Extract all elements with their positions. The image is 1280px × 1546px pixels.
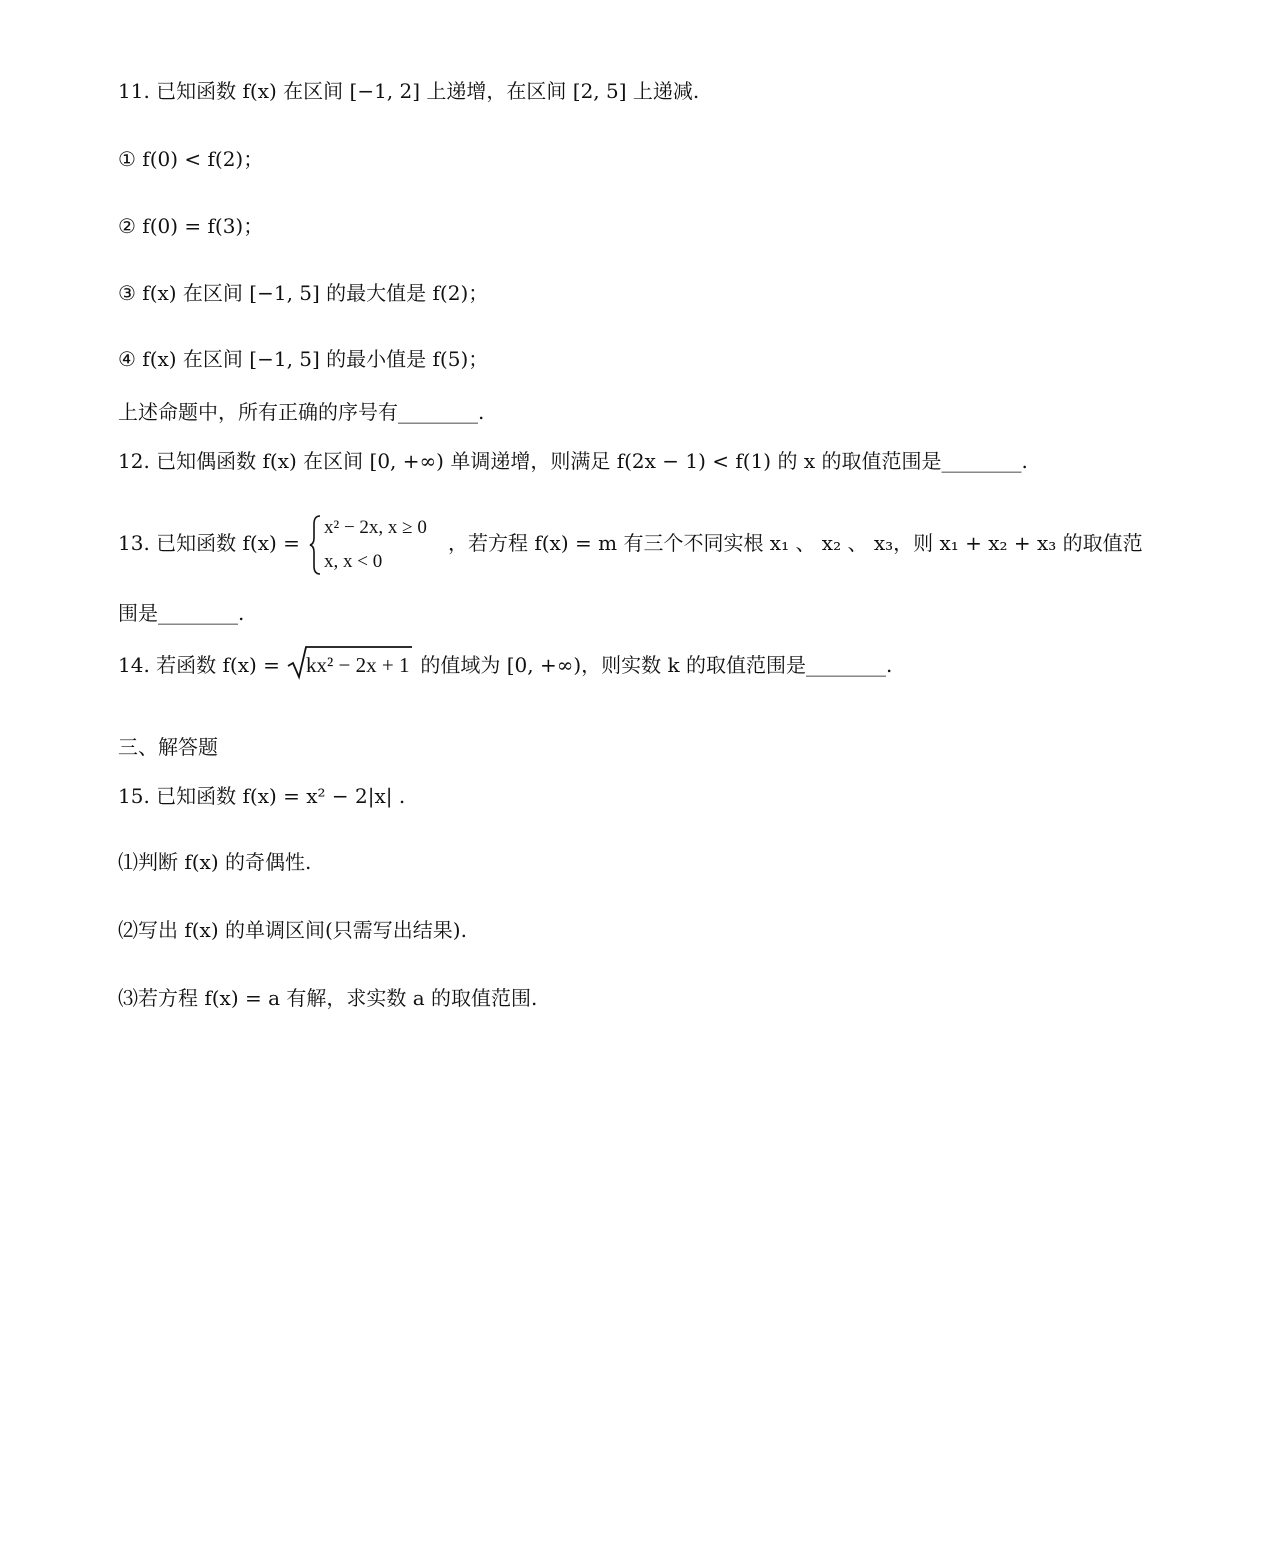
question-15-part-1: ⑴判断 f(x) 的奇偶性. [118, 850, 312, 874]
question-13-continuation: 围是________. [118, 601, 245, 625]
question-15-stem: 15. 已知函数 f(x) = x² − 2|x| . [118, 784, 406, 808]
piecewise-case-2: x, x < 0 [324, 551, 383, 572]
question-11-option-3: ③ f(x) 在区间 [−1, 5] 的最大值是 f(2)； [118, 281, 489, 305]
question-15-part-2: ⑵写出 f(x) 的单调区间(只需写出结果). [118, 918, 467, 942]
question-11-option-1: ① f(0) < f(2)； [118, 147, 264, 171]
question-14-prefix: 14. 若函数 f(x) = [118, 653, 280, 677]
question-12: 12. 已知偶函数 f(x) 在区间 [0, +∞) 单调递增，则满足 f(2x − 1) < f(1) 的 x 的取值范围是________. [118, 449, 1028, 473]
question-13-suffix: ，若方程 f(x) = m 有三个不同实根 x₁ 、 x₂ 、 x₃，则 x₁ + x₂ + x₃ 的取值范 [448, 531, 1143, 555]
piecewise-case-1: x² − 2x, x ≥ 0 [324, 517, 427, 538]
question-11-option-4: ④ f(x) 在区间 [−1, 5] 的最小值是 f(5)； [118, 347, 489, 371]
question-11-stem: 11. 已知函数 f(x) 在区间 [−1, 2] 上递增，在区间 [2, 5] 上递减. [118, 79, 700, 103]
piecewise-brace-icon [308, 514, 322, 576]
question-11-option-2: ② f(0) = f(3)； [118, 214, 264, 238]
section-heading-answers: 三、解答题 [118, 735, 218, 759]
question-13-prefix: 13. 已知函数 f(x) = [118, 531, 300, 555]
question-15-part-3: ⑶若方程 f(x) = a 有解，求实数 a 的取值范围. [118, 986, 538, 1010]
question-11-tail: 上述命题中，所有正确的序号有________. [118, 400, 485, 424]
radicand: kx² − 2x + 1 [306, 653, 410, 677]
question-14-suffix: 的值域为 [0, +∞)，则实数 k 的取值范围是________. [414, 653, 893, 677]
